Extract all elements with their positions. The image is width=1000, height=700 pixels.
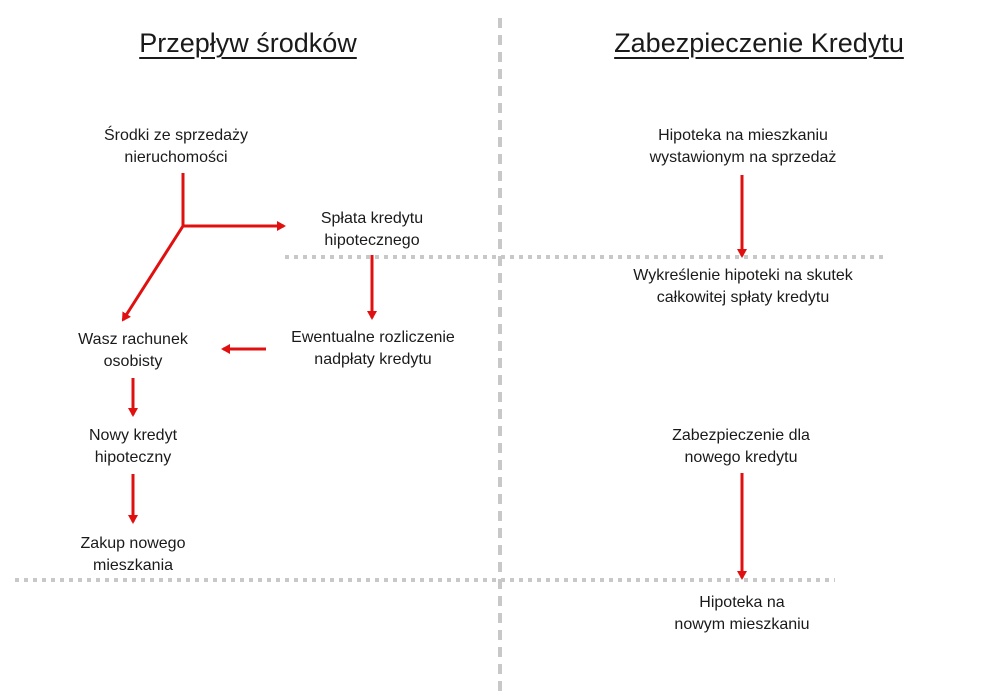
node-new-apartment-purchase-line-2: mieszkania (92, 557, 174, 574)
node-new-apartment-purchase-line-1: Zakup nowego (80, 535, 186, 552)
node-new-apartment-mortgage-line-1: Hipoteka na (699, 594, 785, 611)
node-new-loan-security (672, 425, 810, 469)
node-overpayment-settlement (291, 327, 455, 371)
node-mortgage-on-sale-apartment-line-1: Hipoteka na mieszkaniu (658, 127, 828, 144)
node-new-loan-security-line-1: Zabezpieczenie dla (672, 427, 810, 444)
node-loan-repayment-line-2: hipotecznego (324, 232, 420, 249)
node-loan-repayment-line-1: Spłata kredytu (320, 210, 424, 227)
node-personal-account (78, 329, 188, 373)
node-new-loan-line-1: Nowy kredyt (88, 427, 178, 444)
node-new-apartment-mortgage (674, 592, 809, 636)
node-new-loan-security-line-2: nowego kredytu (684, 449, 798, 466)
node-sale-proceeds-line-2: nieruchomości (124, 149, 228, 166)
node-sale-proceeds (104, 125, 248, 169)
node-overpayment-settlement-line-1: Ewentualne rozliczenie (291, 329, 455, 346)
node-mortgage-removal (633, 265, 853, 309)
node-mortgage-on-sale-apartment-line-2: wystawionym na sprzedaż (649, 149, 837, 166)
node-new-loan-line-2: hipoteczny (94, 449, 172, 466)
node-mortgage-on-sale-apartment (650, 125, 837, 169)
node-new-apartment-mortgage-line-2: nowym mieszkaniu (674, 616, 810, 633)
node-overpayment-settlement-line-2: nadpłaty kredytu (314, 351, 432, 368)
node-personal-account-line-1: Wasz rachunek (78, 331, 188, 348)
node-mortgage-removal-line-2: całkowitej spłaty kredytu (656, 289, 830, 306)
node-new-apartment-purchase (81, 533, 186, 577)
node-mortgage-removal-line-1: Wykreślenie hipoteki na skutek (633, 267, 853, 284)
left-section-title: Przepływ środków (139, 28, 357, 58)
node-new-loan (89, 425, 177, 469)
node-loan-repayment (321, 208, 423, 252)
node-personal-account-line-2: osobisty (103, 353, 163, 370)
arrow-sale-to-account (123, 226, 183, 320)
right-section-title: Zabezpieczenie Kredytu (614, 28, 904, 58)
node-sale-proceeds-line-1: Środki ze sprzedaży (103, 127, 249, 144)
